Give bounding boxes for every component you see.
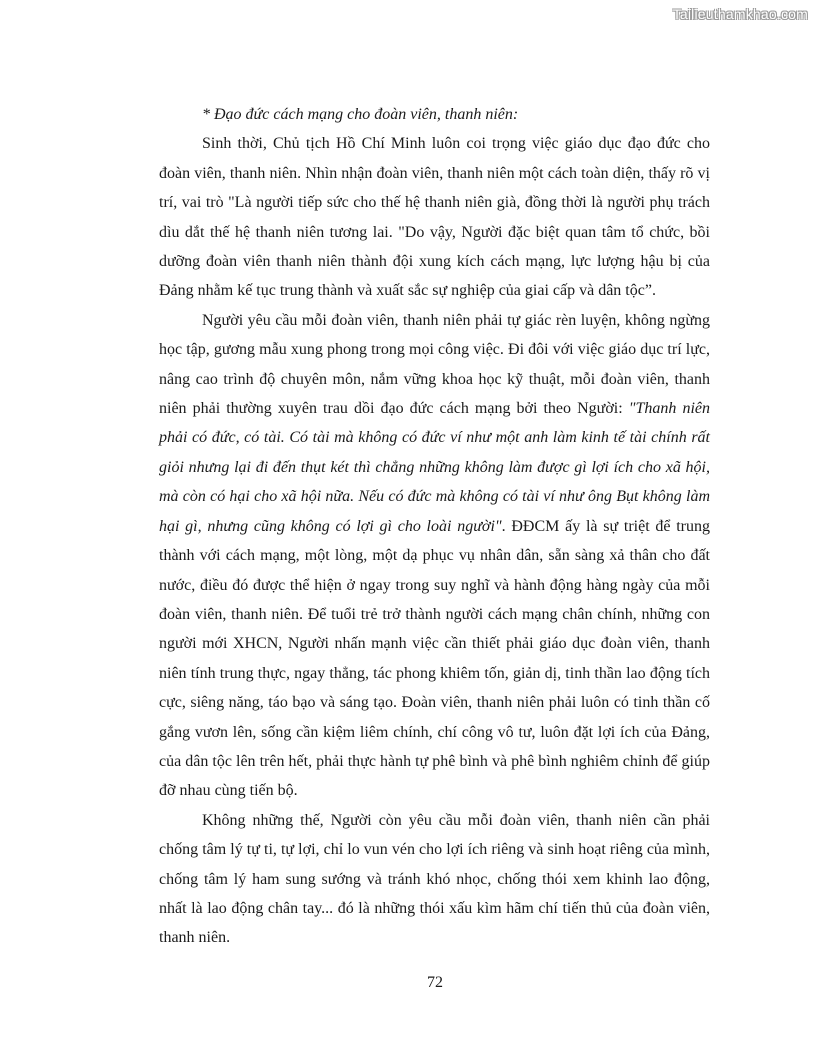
paragraph-2 [159,306,710,806]
document-body [159,100,710,953]
watermark-text: Tailieuthamkhao.com [672,6,808,22]
paragraph-2-rest: . ĐĐCM ấy là sự triệt để trung thành với cách mạng, một lòng, một dạ phục vụ nhân dân, sẵn sàng xả thân cho đất nước, điều đó được thể hiện ở ngay trong suy nghĩ và hành động hàng ngày của mỗi đoàn viên, thanh niên. Để tuổi trẻ trở thành người cách mạng chân chính, những con người mới XHCN, Người nhấn mạnh việc cần thiết phải giáo dục đoàn viên, thanh niên tính trung thực, ngay thẳng, tác phong khiêm tốn, giản dị, tinh thần lao động tích cực, siêng năng, táo bạo và sáng tạo. Đoàn viên, thanh niên phải luôn có tinh thần cố gắng vươn lên, sống cần kiệm liêm chính, chí công vô tư, luôn đặt lợi ích của Đảng, của dân tộc lên trên hết, phải thực hành tự phê bình và phê bình nghiêm chỉnh để giúp đỡ nhau cùng tiến bộ. [159,517,710,800]
section-heading: * Đạo đức cách mạng cho đoàn viên, thanh niên: [202,106,519,123]
paragraph-3: Không những thế, Người còn yêu cầu mỗi đoàn viên, thanh niên cần phải chống tâm lý tự ti, tự lợi, chỉ lo vun vén cho lợi ích riêng và sinh hoạt riêng của mình, chống tâm lý ham sung sướng và tránh khó nhọc, chống thói xem khinh lao động, nhất là lao động chân tay... đó là những thói xấu kìm hãm chí tiến thủ của đoàn viên, thanh niên. [159,811,710,947]
page-number: 72 [427,974,443,991]
paragraph-1: Sinh thời, Chủ tịch Hồ Chí Minh luôn coi trọng việc giáo dục đạo đức cho đoàn viên, thanh niên. Nhìn nhận đoàn viên, thanh niên một cách toàn diện, thấy rõ vị trí, vai trò "Là người tiếp sức cho thế hệ thanh niên già, đồng thời là người phụ trách dìu dắt thế hệ thanh niên tương lai. "Do vậy, Người đặc biệt quan tâm tổ chức, bồi dưỡng đoàn viên thanh niên thành đội xung kích cách mạng, lực lượng hậu bị của Đảng nhằm kế tục trung thành và xuất sắc sự nghiệp của giai cấp và dân tộc”. [159,135,710,300]
ho-chi-minh-quote: "Thanh niên phải có đức, có tài. Có tài mà không có đức ví như một anh làm kinh tế tài chính rất giỏi nhưng lại đi đến thụt két thì chẳng những không làm được gì lợi ích cho xã hội, mà còn có hại cho xã hội nữa. Nếu có đức mà không có tài ví như ông Bụt không làm hại gì, nhưng cũng không có lợi gì cho loài người" [159,400,710,535]
paragraph-2-intro: Người yêu cầu mỗi đoàn viên, thanh niên phải tự giác rèn luyện, không ngừng học tập, gương mẫu xung phong trong mọi công việc. Đi đôi với việc giáo dục trí lực, nâng cao trình độ chuyên môn, nắm vững khoa học kỹ thuật, mỗi đoàn viên, thanh niên phải thường xuyên trau dồi đạo đức cách mạng bởi theo Người: [159,311,710,418]
